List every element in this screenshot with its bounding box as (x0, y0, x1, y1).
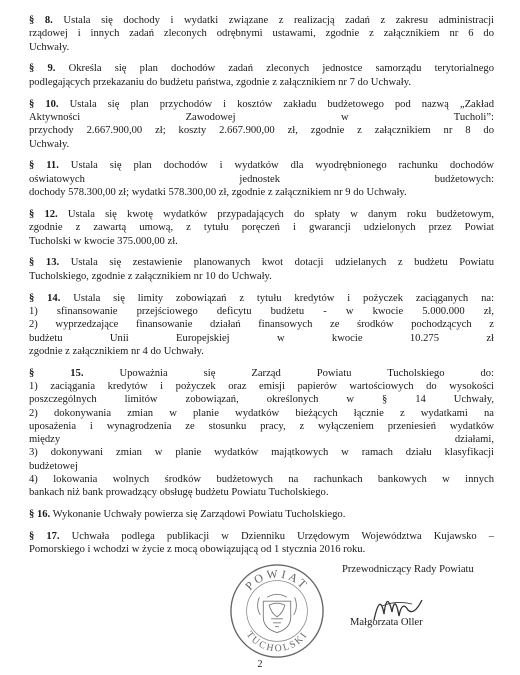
paragraph-line: Pomorskiego i wchodzi w życie z mocą obowiązującą od 1 stycznia 2016 roku. (29, 544, 366, 556)
paragraph-line: między działami, (29, 434, 494, 446)
paragraph-text: Określa się plan dochodów zadań zleconych jednostce samorządu terytorialnego (68, 63, 494, 75)
seal-bottom-text: TUCHOLSKI (243, 629, 311, 655)
paragraph-line: 2) wyprzedzające finansowanie działań finansowych ze środków pochodzących z (29, 319, 494, 331)
paragraph-text: Wykonanie Uchwały powierza się Zarządowi Powiatu Tucholskiego. (52, 509, 346, 521)
paragraph (29, 292, 494, 358)
paragraph-line: rządowej i innych zadań zleconych odrębnymi ustawami, zgodnie z załącznikiem nr 6 do (29, 28, 494, 40)
signature-block (228, 562, 498, 655)
paragraph (29, 14, 494, 54)
paragraph-line: Uchwały. (29, 138, 70, 150)
paragraph-number: § 12. (29, 208, 58, 220)
paragraph (29, 508, 494, 521)
paragraph-line: podlegających przekazaniu do budżetu państwa, zgodnie z załącznikiem nr 7 do Uchwały. (29, 76, 412, 88)
paragraph-line: budżetowej (29, 460, 78, 472)
paragraph-line (29, 508, 494, 521)
paragraph-line (29, 98, 494, 111)
paragraph-line (29, 530, 494, 543)
paragraph (29, 62, 494, 89)
paragraph-text: Ustala się plan przychodów i kosztów zakładu budżetowego pod nazwą „Zakład (69, 98, 494, 110)
powiat-seal-icon (228, 562, 326, 660)
paragraph-line: Aktywności Zawodowej w Tucholi”: (29, 111, 494, 123)
paragraph-text: Upoważnia się Zarząd Powiatu Tucholskiego do: (119, 367, 494, 379)
paragraph (29, 256, 494, 283)
seal-top-text: POWIAT (242, 567, 312, 594)
paragraph-line: zgodnie z załącznikiem nr 4 do Uchwały. (29, 345, 204, 357)
paragraph-text: Uchwała podlega publikacji w Dzienniku Urzędowym Województwa Kujawsko – (71, 531, 495, 543)
paragraph-line: dochody 578.300,00 zł; wydatki 578.300,00 zł, zgodnie z załącznikiem nr 9 do Uchwały. (29, 187, 407, 199)
paragraph-number: § 8. (29, 15, 53, 26)
paragraph-number: § 14. (29, 292, 61, 304)
paragraph-line: Tucholskiego, zgodnie z załącznikiem nr 10 do Uchwały. (29, 270, 272, 282)
signatory-title: Przewodniczący Rady Powiatu (342, 564, 474, 575)
paragraph-line: 1) sfinansowanie przejściowego deficytu budżetu - w kwocie 5.000.000 zł, (29, 305, 494, 317)
paragraph-line (29, 256, 494, 269)
paragraph-line: poszczególnych limitów zobowiązań, określonych w § 14 Uchwały, (29, 394, 494, 406)
paragraph-line: 1) zaciągania kredytów i pożyczek oraz emisji papierów wartościowych do wysokości (29, 380, 494, 392)
paragraph-text: Ustala się limity zobowiązań z tytułu kredytów i pożyczek zaciąganych na: (73, 292, 495, 304)
paragraph-line: Tucholski w kwocie 375.000,00 zł. (29, 235, 178, 247)
paragraph-line: Uchwały. (29, 41, 70, 53)
paragraph-number: § 16. (29, 509, 51, 521)
signatory-name: Małgorzata Oller (350, 617, 423, 628)
paragraph-line: uposażenia i wynagrodzenia ze stosunku pracy, z wyłączeniem przeniesień wydatków (29, 420, 494, 432)
paragraph-line (29, 367, 494, 380)
paragraph-line: 2) dokonywania zmian w planie wydatków bieżących łącznie z wydatkami na (29, 407, 494, 419)
paragraph-line: przychody 2.667.900,00 zł; koszty 2.667.900,00 zł, zgodnie z załącznikiem nr 8 do (29, 125, 494, 137)
paragraph-text: Ustala się plan dochodów i wydatków dla wyodrębnionego rachunku dochodów (70, 160, 494, 172)
paragraph-line: 3) dokonywani zmian w planie wydatków majątkowych w ramach działu klasyfikacji (29, 447, 494, 459)
paragraph-line (29, 292, 494, 305)
paragraph (29, 367, 494, 500)
page-number: 2 (257, 659, 263, 670)
paragraph-line (29, 14, 494, 27)
paragraph-number: § 15. (29, 367, 84, 379)
paragraph (29, 159, 494, 199)
paragraph-line: bankach niż bank prowadzący obsługę budżetu Powiatu Tucholskiego. (29, 487, 329, 499)
paragraph-line: zgodnie z zawartą umową, z tytułu poręczeń i gwarancji udzielonych przez Powiat (29, 222, 494, 234)
paragraph-number: § 17. (29, 531, 60, 543)
paragraph (29, 530, 494, 557)
paragraph-text: Ustala się kwotę wydatków przypadających do spłaty w danym roku budżetowym, (67, 208, 494, 220)
document-body (29, 14, 494, 565)
paragraph-number: § 13. (29, 257, 60, 269)
paragraph-text: Ustala się dochody i wydatki związane z realizacją zadań z zakresu administracji (63, 15, 494, 26)
paragraph-line: 4) lokowania wolnych środków budżetowych na rachunkach bankowych w innych (29, 474, 494, 486)
paragraph-text: Ustala się zestawienie planowanych kwot dotacji udzielanych z budżetu Powiatu (70, 257, 495, 269)
paragraph-number: § 11. (29, 160, 59, 172)
paragraph-line: budżetu Unii Europejskiej w kwocie 10.275 zł (29, 332, 494, 344)
paragraph-line (29, 159, 494, 172)
paragraph (29, 98, 494, 151)
paragraph-line: oświatowych jednostek budżetowych: (29, 173, 494, 185)
paragraph-number: § 9. (29, 63, 56, 75)
paragraph-line (29, 208, 494, 221)
paragraph (29, 208, 494, 248)
paragraph-number: § 10. (29, 98, 59, 110)
paragraph-line (29, 62, 494, 75)
